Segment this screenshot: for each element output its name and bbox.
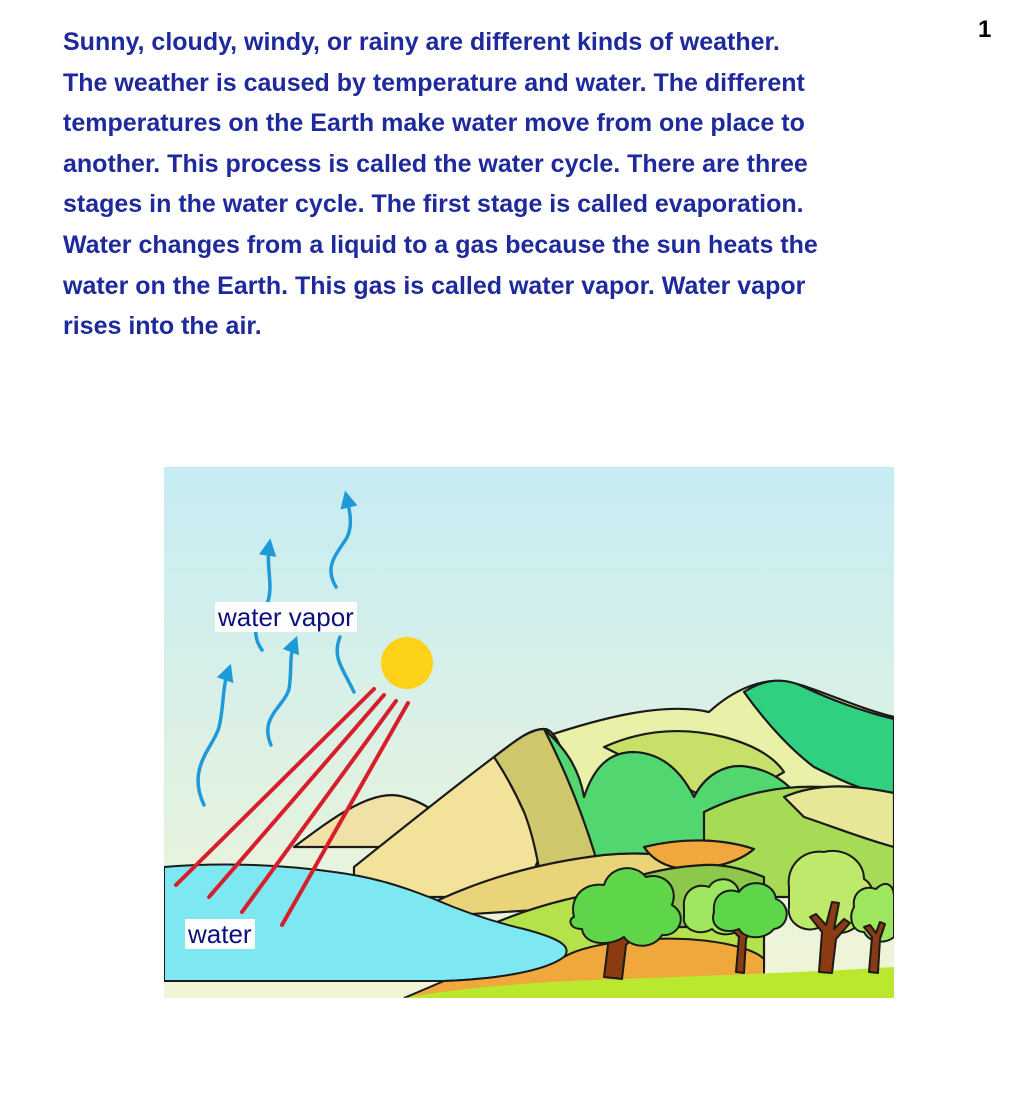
water-label: water (185, 919, 255, 949)
body-text (63, 24, 963, 349)
illustration-canvas (164, 467, 894, 998)
text-line-4: another. This process is called the water cycle. There are three (63, 149, 808, 178)
text-line-6: Water changes from a liquid to a gas because the sun heats the (63, 230, 818, 259)
text-line-8: rises into the air. (63, 312, 262, 341)
text-line-2: The weather is caused by temperature and water. The different (63, 68, 805, 97)
page-number: 1 (978, 16, 992, 43)
text-line-1: Sunny, cloudy, windy, or rainy are different kinds of weather. (63, 28, 780, 56)
text-line-7: water on the Earth. This gas is called water vapor. Water vapor (63, 271, 806, 300)
water-cycle-illustration (164, 467, 894, 998)
sun-icon (381, 637, 433, 689)
text-line-5: stages in the water cycle. The first stage is called evaporation. (63, 190, 804, 219)
water-vapor-label: water vapor (215, 602, 357, 632)
text-line-3: temperatures on the Earth make water move from one place to (63, 109, 805, 138)
